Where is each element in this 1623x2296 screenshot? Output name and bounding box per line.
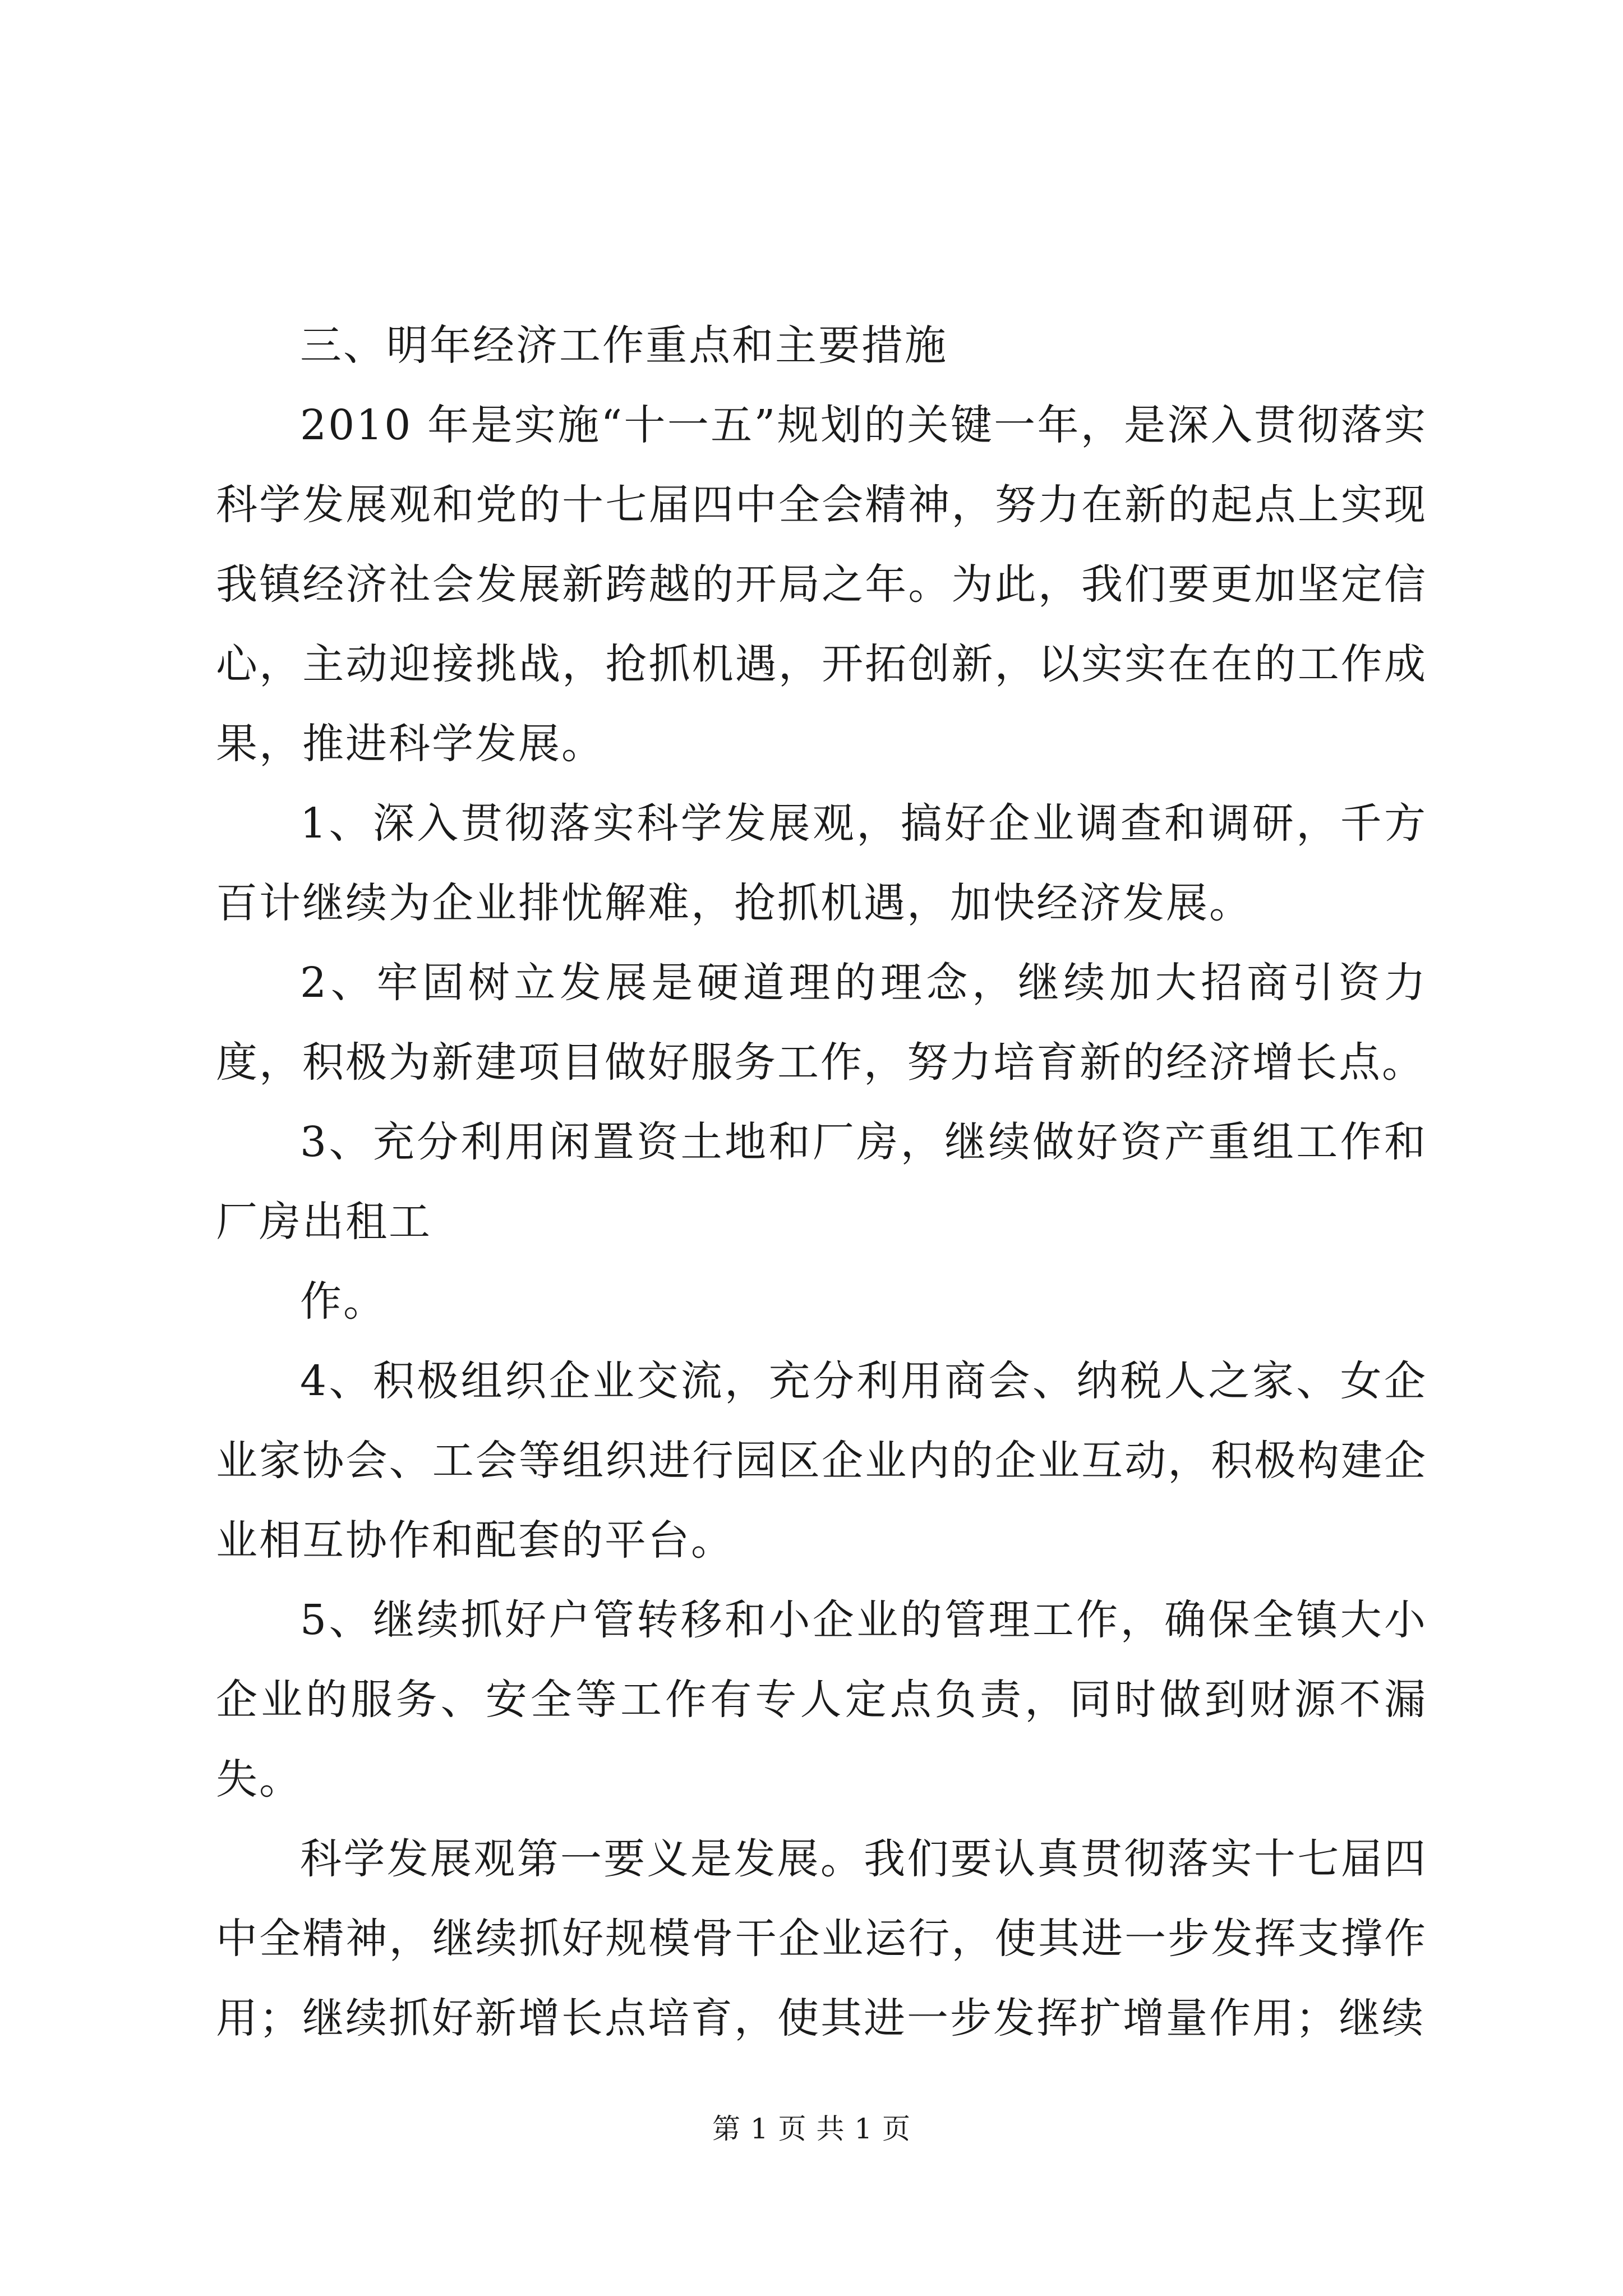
paragraph-item-3: 3、充分利用闲置资土地和厂房，继续做好资产重组工作和厂房出租工 xyxy=(216,1118,1427,1246)
paragraph-item-4: 4、积极组织企业交流，充分利用商会、纳税人之家、女企业家协会、工会等组织进行园区企业内的企业互动，积极构建企业相互协作和配套的平台。 xyxy=(216,1357,1427,1565)
paragraph-conclusion: 科学发展观第一要义是发展。我们要认真贯彻落实十七届四中全精神，继续抓好规模骨干企业运行，使其进一步发挥支撑作用；继续抓好新增长点培育，使其进一步发挥扩增量作用；继续 xyxy=(216,1835,1427,2042)
page-footer xyxy=(0,2109,1623,2148)
document-body xyxy=(216,306,1427,2058)
paragraph-item-2: 2、牢固树立发展是硬道理的理念，继续加大招商引资力度，积极为新建项目做好服务工作，努力培育新的经济增长点。 xyxy=(216,959,1427,1087)
paragraph-item-5: 5、继续抓好户管转移和小企业的管理工作，确保全镇大小企业的服务、安全等工作有专人定点负责，同时做到财源不漏失。 xyxy=(216,1596,1427,1803)
paragraph-intro: 2010 年是实施“十一五”规划的关键一年，是深入贯彻落实科学发展观和党的十七届四中全会精神，努力在新的起点上实现我镇经济社会发展新跨越的开局之年。为此，我们要更加坚定信心，主动迎接挑战，抢抓机遇，开拓创新，以实实在在的工作成果，推进科学发展。 xyxy=(216,401,1427,768)
section-heading: 三、明年经济工作重点和主要措施 xyxy=(300,321,948,370)
paragraph-item-3-continued: 作。 xyxy=(300,1277,386,1326)
paragraph-item-1: 1、深入贯彻落实科学发展观，搞好企业调查和调研，千方百计继续为企业排忧解难，抢抓机遇，加快经济发展。 xyxy=(216,799,1427,927)
page-number-label: 第 1 页 共 1 页 xyxy=(712,2113,911,2145)
